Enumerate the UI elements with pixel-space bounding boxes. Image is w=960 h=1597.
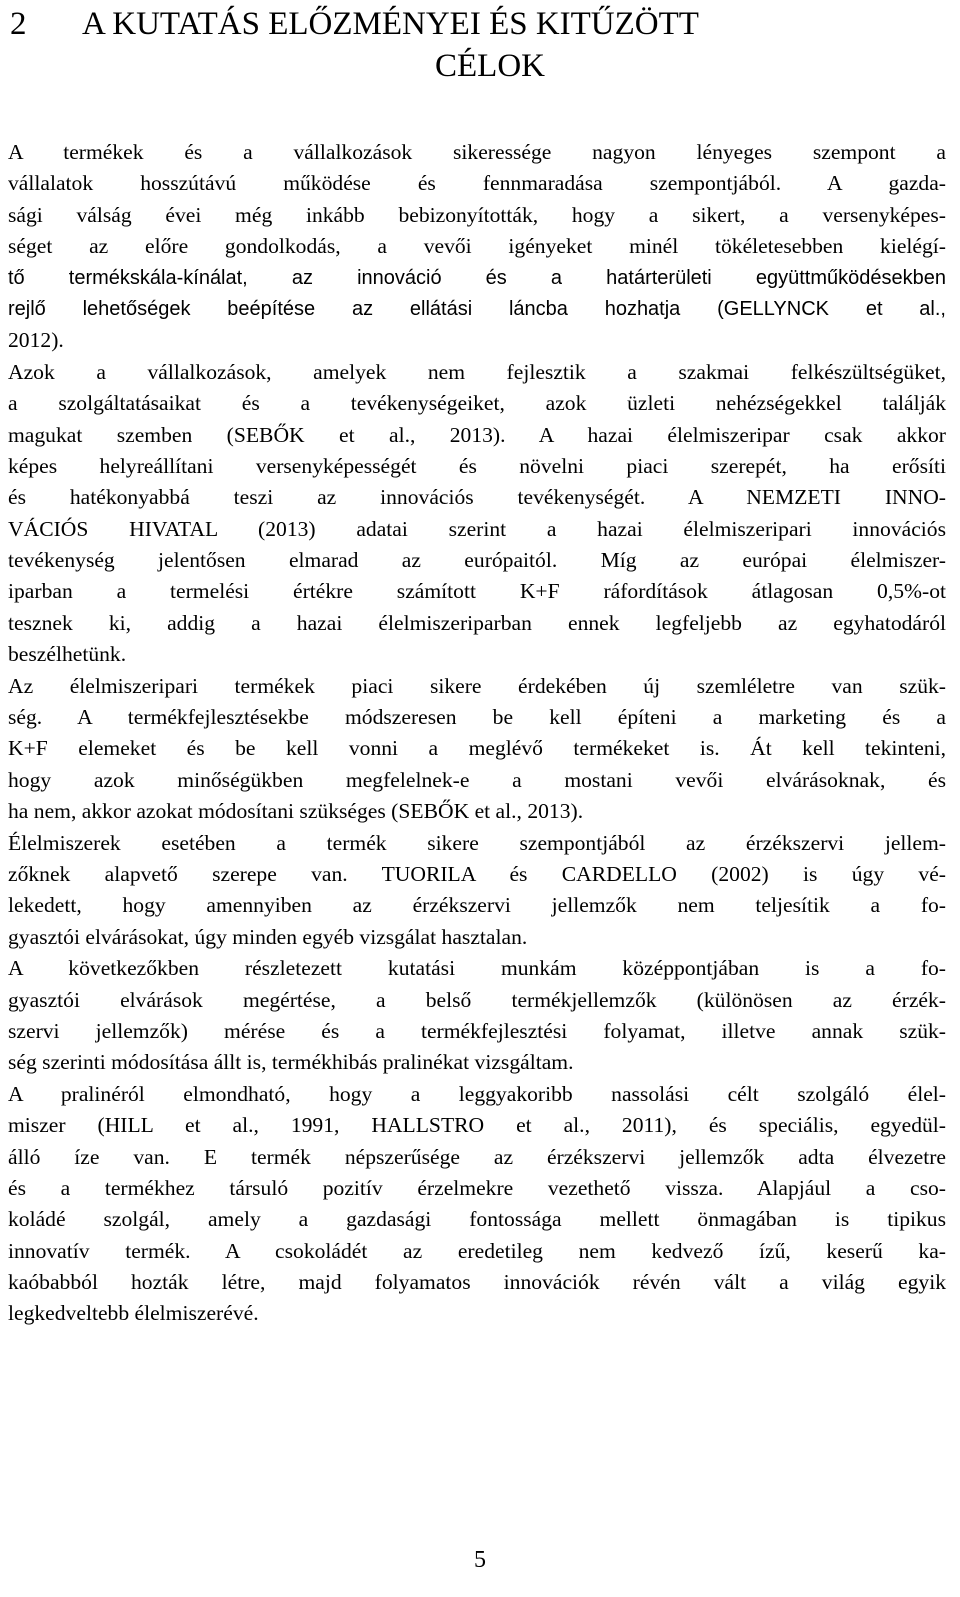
text-line: álló íze van. E termék népszerűsége az érzékszervi jellemzők adta élvezetre <box>8 1144 946 1169</box>
text-line: VÁCIÓS HIVATAL (2013) adatai szerint a hazai élelmiszeripari innovációs <box>8 516 946 541</box>
text-line: gyasztói elvárásokat, úgy minden egyéb vizsgálat hasztalan. <box>8 924 528 949</box>
text-line: A pralinéról elmondható, hogy a leggyakoribb nassolási célt szolgáló élel- <box>8 1081 946 1106</box>
paragraph <box>8 1079 946 1330</box>
text-line: A termékek és a vállalkozások sikeressége nagyon lényeges szempont a <box>8 140 946 164</box>
text-line: beszélhetünk. <box>8 642 127 667</box>
chapter-title-line-1: A KUTATÁS ELŐZMÉNYEI ÉS KITŰZÖTT <box>82 6 699 42</box>
paragraph <box>8 671 946 828</box>
text-line: Élelmiszerek esetében a termék sikere szempontjából az érzékszervi jellem- <box>8 830 946 855</box>
text-line: koládé szolgál, amely a gazdasági fontossága mellett önmagában is tipikus <box>8 1207 946 1232</box>
text-line: és hatékonyabbá teszi az innovációs tevékenységét. A NEMZETI INNO- <box>8 485 946 510</box>
text-line: magukat szemben (SEBŐK et al., 2013). A hazai élelmiszeripar csak akkor <box>8 422 946 447</box>
text-line: tő termékskála-kínálat, az innováció és a határterületi együttműködésekben <box>8 266 946 289</box>
text-line: K+F elemeket és be kell vonni a meglévő termékeket is. Át kell tekinteni, <box>8 736 946 761</box>
chapter-title-line-2: CÉLOK <box>435 48 545 84</box>
text-line: sági válság évei még inkább bebizonyították, hogy a sikert, a versenyképes- <box>8 202 946 227</box>
chapter-number: 2 <box>10 6 27 42</box>
paragraph <box>8 828 946 954</box>
text-line: gyasztói elvárások megértése, a belső termékjellemzők (különösen az érzék- <box>8 987 946 1012</box>
text-line: iparban a termelési értékre számított K+F ráfordítások átlagosan 0,5%-ot <box>8 579 946 604</box>
text-line: zőknek alapvető szerepe van. TUORILA és CARDELLO (2002) is úgy vé- <box>8 861 946 886</box>
text-line: miszer (HILL et al., 1991, HALLSTRO et al., 2011), és speciális, egyedül- <box>8 1113 946 1138</box>
paragraph <box>8 137 946 357</box>
text-line: 2012). <box>8 328 64 353</box>
text-line: ség. A termékfejlesztésekbe módszeresen be kell építeni a marketing és a <box>8 705 946 730</box>
text-line: lekedett, hogy amennyiben az érzékszervi jellemzők nem teljesítik a fo- <box>8 893 946 918</box>
paragraph <box>8 357 946 671</box>
body-text <box>8 137 946 1330</box>
text-line: A következőkben részletezett kutatási munkám középpontjában is a fo- <box>8 956 946 981</box>
text-line: vállalatok hosszútávú működése és fennmaradása szempontjából. A gazda- <box>8 171 946 196</box>
text-line: Azok a vállalkozások, amelyek nem fejlesztik a szakmai felkészültségüket, <box>8 359 946 384</box>
text-line: séget az előre gondolkodás, a vevői igényeket minél tökéletesebben kielégí- <box>8 234 946 259</box>
text-line: Az élelmiszeripari termékek piaci sikere érdekében új szemléletre van szük- <box>8 673 946 698</box>
page-number: 5 <box>474 1547 486 1573</box>
text-line: és a termékhez társuló pozitív érzelmekre vezethető vissza. Alapjául a cso- <box>8 1175 946 1200</box>
text-line: tevékenység jelentősen elmarad az európaitól. Míg az európai élelmiszer- <box>8 548 946 573</box>
paragraph <box>8 953 946 1079</box>
text-line: legkedveltebb élelmiszerévé. <box>8 1301 259 1326</box>
text-line: a szolgáltatásaikat és a tevékenységeiket, azok üzleti nehézségekkel találják <box>8 391 946 416</box>
text-line: szervi jellemzők) mérése és a termékfejlesztési folyamat, illetve annak szük- <box>8 1018 946 1043</box>
text-line: ség szerinti módosítása állt is, termékhibás pralinékat vizsgáltam. <box>8 1050 574 1075</box>
text-line: ha nem, akkor azokat módosítani szükséges (SEBŐK et al., 2013). <box>8 799 584 824</box>
text-line: hogy azok minőségükben megfelelnek-e a mostani vevői elvárásoknak, és <box>8 767 946 792</box>
text-line: tesznek ki, addig a hazai élelmiszeriparban ennek legfeljebb az egyhatodáról <box>8 610 946 635</box>
text-line: képes helyreállítani versenyképességét és növelni piaci szerepét, ha erősíti <box>8 453 946 478</box>
text-line: kaóbabból hozták létre, majd folyamatos innovációk révén vált a világ egyik <box>8 1270 946 1295</box>
text-line: innovatív termék. A csokoládét az eredetileg nem kedvező ízű, keserű ka- <box>8 1238 946 1263</box>
text-line: rejlő lehetőségek beépítése az ellátási láncba hozhatja (GELLYNCK et al., <box>8 297 946 320</box>
